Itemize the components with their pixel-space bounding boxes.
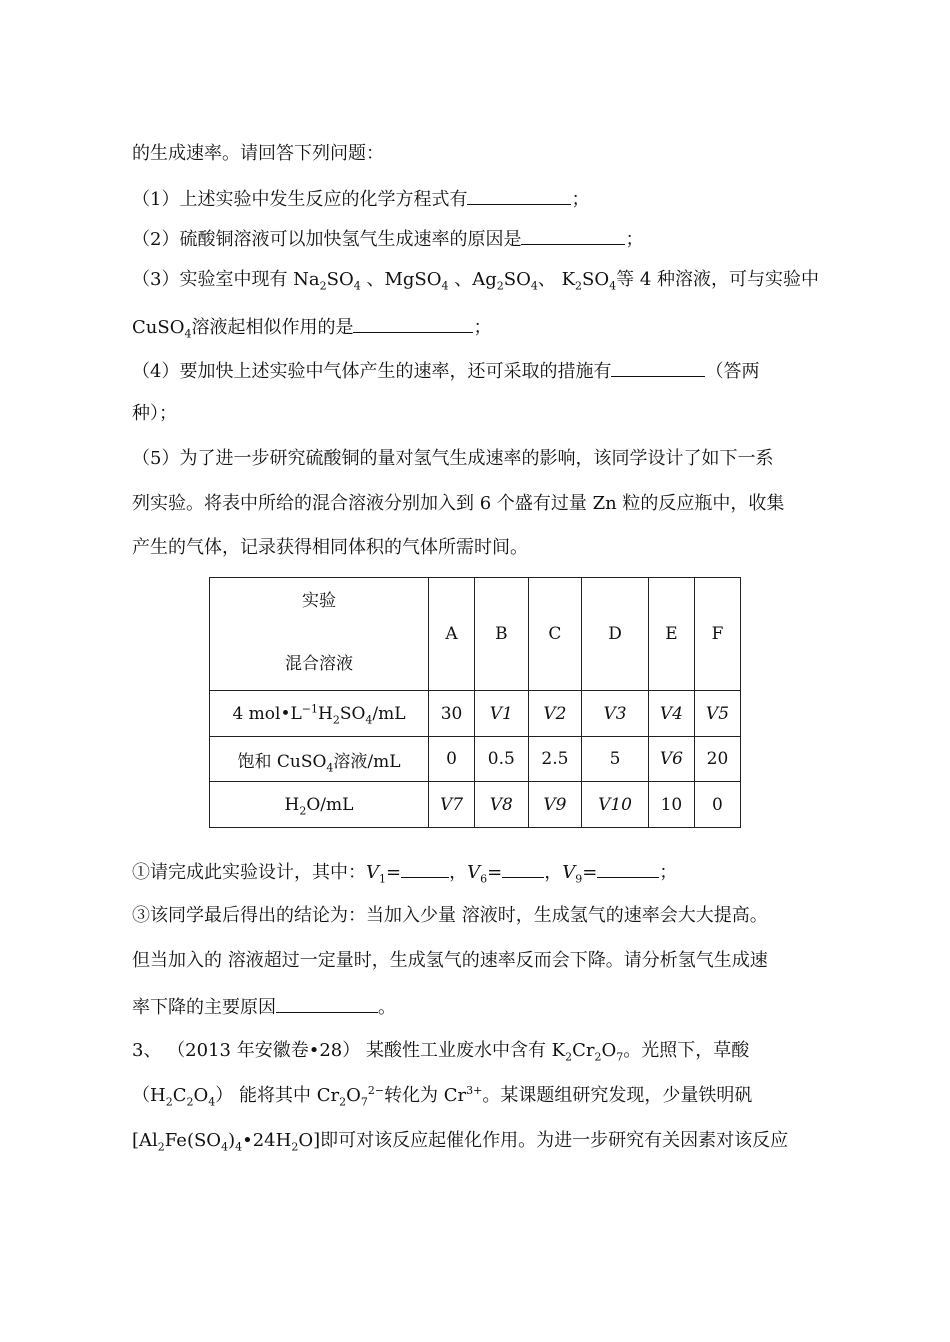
column-header: E: [648, 578, 694, 691]
table-cell: 10: [648, 782, 694, 828]
problem-3-line-2: $(H_2C_2O_4)$ 能将其中 $Cr_2O_7^{2-}$转化为 $Cr^{3+}$。某课题组研究发现，少量铁明矾: [132, 1084, 753, 1109]
table-cell: 30: [429, 691, 475, 737]
question-5-line-3: 产生的气体，记录获得相同体积的气体所需时间。: [132, 537, 528, 558]
row-label-h2so4: 4 $mol•L^{-1}H_2SO_4/mL$: [210, 691, 429, 737]
sub-question-3-line-3: 率下降的主要原因 。: [132, 994, 396, 1020]
answer-blank-2[interactable]: [521, 226, 625, 245]
table-row: [210, 782, 741, 828]
table-header-row: [210, 578, 741, 691]
row-label-water: $H_2O/mL$: [210, 782, 429, 828]
problem-3-line-3: $[Al_2Fe(SO_4)_4•24H_2O]$即可对该反应起催化作用。为进一步研究有关因素对该反应: [132, 1130, 789, 1154]
table-cell: V1: [475, 691, 529, 737]
table-cell: 2.5: [528, 737, 582, 782]
table-cell: 20: [694, 737, 740, 782]
column-header: B: [475, 578, 529, 691]
table-cell: V2: [528, 691, 582, 737]
table-cell: V5: [694, 691, 740, 737]
answer-blank-v9[interactable]: [597, 859, 659, 878]
answer-blank-4[interactable]: [611, 358, 705, 377]
question-3-line-2: CuSO$_4$溶液起相似作用的是 ；: [132, 314, 491, 340]
question-4-line-2: 种）；: [132, 403, 177, 424]
question-3-line-1: （3）实验室中现有 $Na_2SO_4$ 、MgSO$_4$ 、$Ag_2SO_4$、 $K_2SO_4$等 4 种溶液，可与实验中: [132, 269, 820, 293]
table-cell: V10: [582, 782, 649, 828]
answer-blank-3[interactable]: [353, 314, 473, 333]
header-mixture: 混合溶液: [285, 654, 353, 674]
answer-blank-1[interactable]: [467, 186, 571, 205]
text-line-1: 的生成速率。请回答下列问题：: [132, 143, 384, 164]
table-cell: V7: [429, 782, 475, 828]
question-1: （1）上述实验中发生反应的化学方程式有 ；: [132, 186, 589, 212]
column-header: C: [528, 578, 582, 691]
table-cell: 0: [429, 737, 475, 782]
question-4-line-1: （4）要加快上述实验中气体产生的速率，还可采取的措施有 （答两: [132, 358, 759, 384]
table-cell: V8: [475, 782, 529, 828]
answer-blank-v1[interactable]: [401, 859, 449, 878]
row-label-cuso4: 饱和 CuSO$_4$溶液/mL: [210, 737, 429, 782]
column-header: F: [694, 578, 740, 691]
answer-blank-v6[interactable]: [502, 859, 544, 878]
answer-blank-reason[interactable]: [276, 994, 378, 1013]
table-cell: V3: [582, 691, 649, 737]
table-row: [210, 691, 741, 737]
table-corner-header: [210, 578, 429, 691]
table-cell: 5: [582, 737, 649, 782]
header-experiment: 实验: [302, 591, 336, 611]
column-header: D: [582, 578, 649, 691]
table-row: [210, 737, 741, 782]
table-cell: 0: [694, 782, 740, 828]
sub-question-3-line-1: ③该同学最后得出的结论为：当加入少量 溶液时，生成氢气的速率会大大提高。: [132, 905, 768, 926]
question-2: （2）硫酸铜溶液可以加快氢气生成速率的原因是 ；: [132, 226, 643, 252]
experiment-table: [209, 577, 741, 828]
column-header: A: [429, 578, 475, 691]
table-cell: V9: [528, 782, 582, 828]
sub-question-1: ①请完成此实验设计，其中：$V_1=$ ，$V_6=$ ，$V_9=$ ；: [132, 859, 677, 885]
sub-question-3-line-2: 但当加入的 溶液超过一定量时，生成氢气的速率反而会下降。请分析氢气生成速: [132, 950, 768, 971]
table-cell: V4: [648, 691, 694, 737]
problem-3-line-1: 3、 （2013 年安徽卷•28） 某酸性工业废水中含有 $K_2Cr_2O_7$。光照下，草酸: [132, 1040, 750, 1064]
table-cell: V6: [648, 737, 694, 782]
table-cell: 0.5: [475, 737, 529, 782]
question-5-line-1: （5）为了进一步研究硫酸铜的量对氢气生成速率的影响，该同学设计了如下一系: [132, 448, 774, 469]
question-5-line-2: 列实验。将表中所给的混合溶液分别加入到 6 个盛有过量 Zn 粒的反应瓶中，收集: [132, 493, 785, 514]
